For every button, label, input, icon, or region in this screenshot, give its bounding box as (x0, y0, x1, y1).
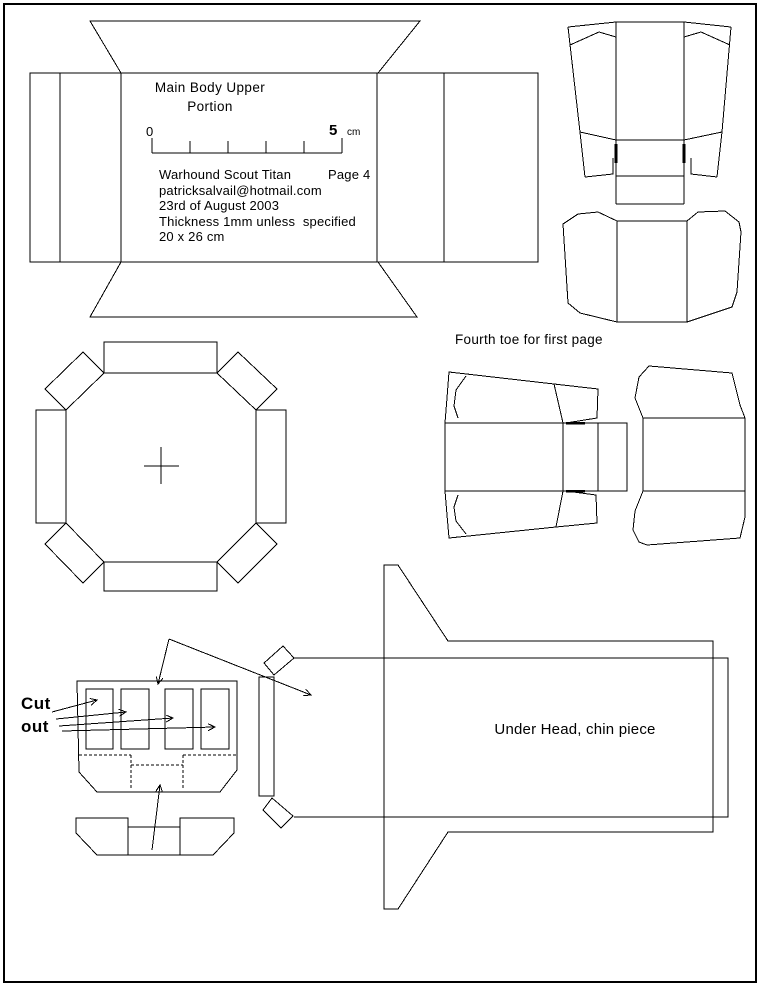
date-label: 23rd of August 2003 (159, 198, 280, 213)
scale-ruler (152, 138, 342, 153)
tab (256, 410, 286, 523)
main-body-title-line1: Main Body Upper (154, 80, 266, 95)
fourth-toe-piece-right (633, 366, 745, 545)
fold-chamfer (570, 32, 616, 45)
ruler-start-label: 0 (146, 124, 154, 139)
pointer-arrow (152, 785, 160, 850)
tab (217, 523, 277, 583)
fold-chamfer (454, 376, 466, 418)
tab (104, 562, 217, 591)
cutout-window (201, 689, 229, 749)
tab (45, 523, 104, 583)
ruler-end-label: 5 (329, 122, 338, 139)
diamond-tab (264, 646, 294, 675)
octagon-piece (36, 342, 286, 591)
fourth-toe-piece-left (445, 372, 627, 538)
cutout-window (121, 689, 149, 749)
cutout-arrow (56, 712, 126, 719)
fold-chamfer (454, 495, 466, 534)
page-number-label: Page 4 (328, 167, 371, 182)
torso-piece (568, 22, 731, 204)
cutout-arrow (52, 700, 97, 712)
cut-out-label-line1: Cut (21, 694, 51, 713)
under-head-label: Under Head, chin piece (494, 721, 656, 738)
model-name: Warhound Scout Titan (159, 167, 292, 182)
thickness-note: Thickness 1mm unless specified (159, 214, 356, 229)
fold-dashed-lines (79, 755, 236, 789)
author-email: patricksalvail@hotmail.com (159, 183, 322, 198)
tab (104, 342, 217, 373)
bottom-flap (90, 262, 417, 317)
cutout-window (165, 689, 193, 749)
cutout-window (86, 689, 113, 749)
center-cross-mark (144, 447, 179, 484)
grill-piece (77, 681, 237, 792)
fold-chamfer (684, 32, 730, 45)
tab (36, 410, 66, 523)
spacer-bar-piece (259, 646, 294, 828)
pointer-arrow (169, 639, 311, 695)
page-border (4, 4, 756, 982)
main-body-title-line2: Portion (187, 99, 233, 114)
pointer-arrow (158, 639, 169, 684)
sheet-size-label: 20 x 26 cm (159, 229, 225, 244)
tab (45, 352, 104, 410)
collar-piece (563, 211, 741, 322)
ruler-unit-label: cm (347, 127, 361, 138)
tab (217, 352, 277, 410)
fourth-toe-label: Fourth toe for first page (455, 332, 603, 347)
top-flap (90, 21, 420, 73)
cutout-arrow (59, 718, 173, 726)
diamond-tab (263, 798, 293, 828)
cut-out-label-line2: out (21, 717, 49, 736)
cutout-arrow (62, 727, 215, 731)
